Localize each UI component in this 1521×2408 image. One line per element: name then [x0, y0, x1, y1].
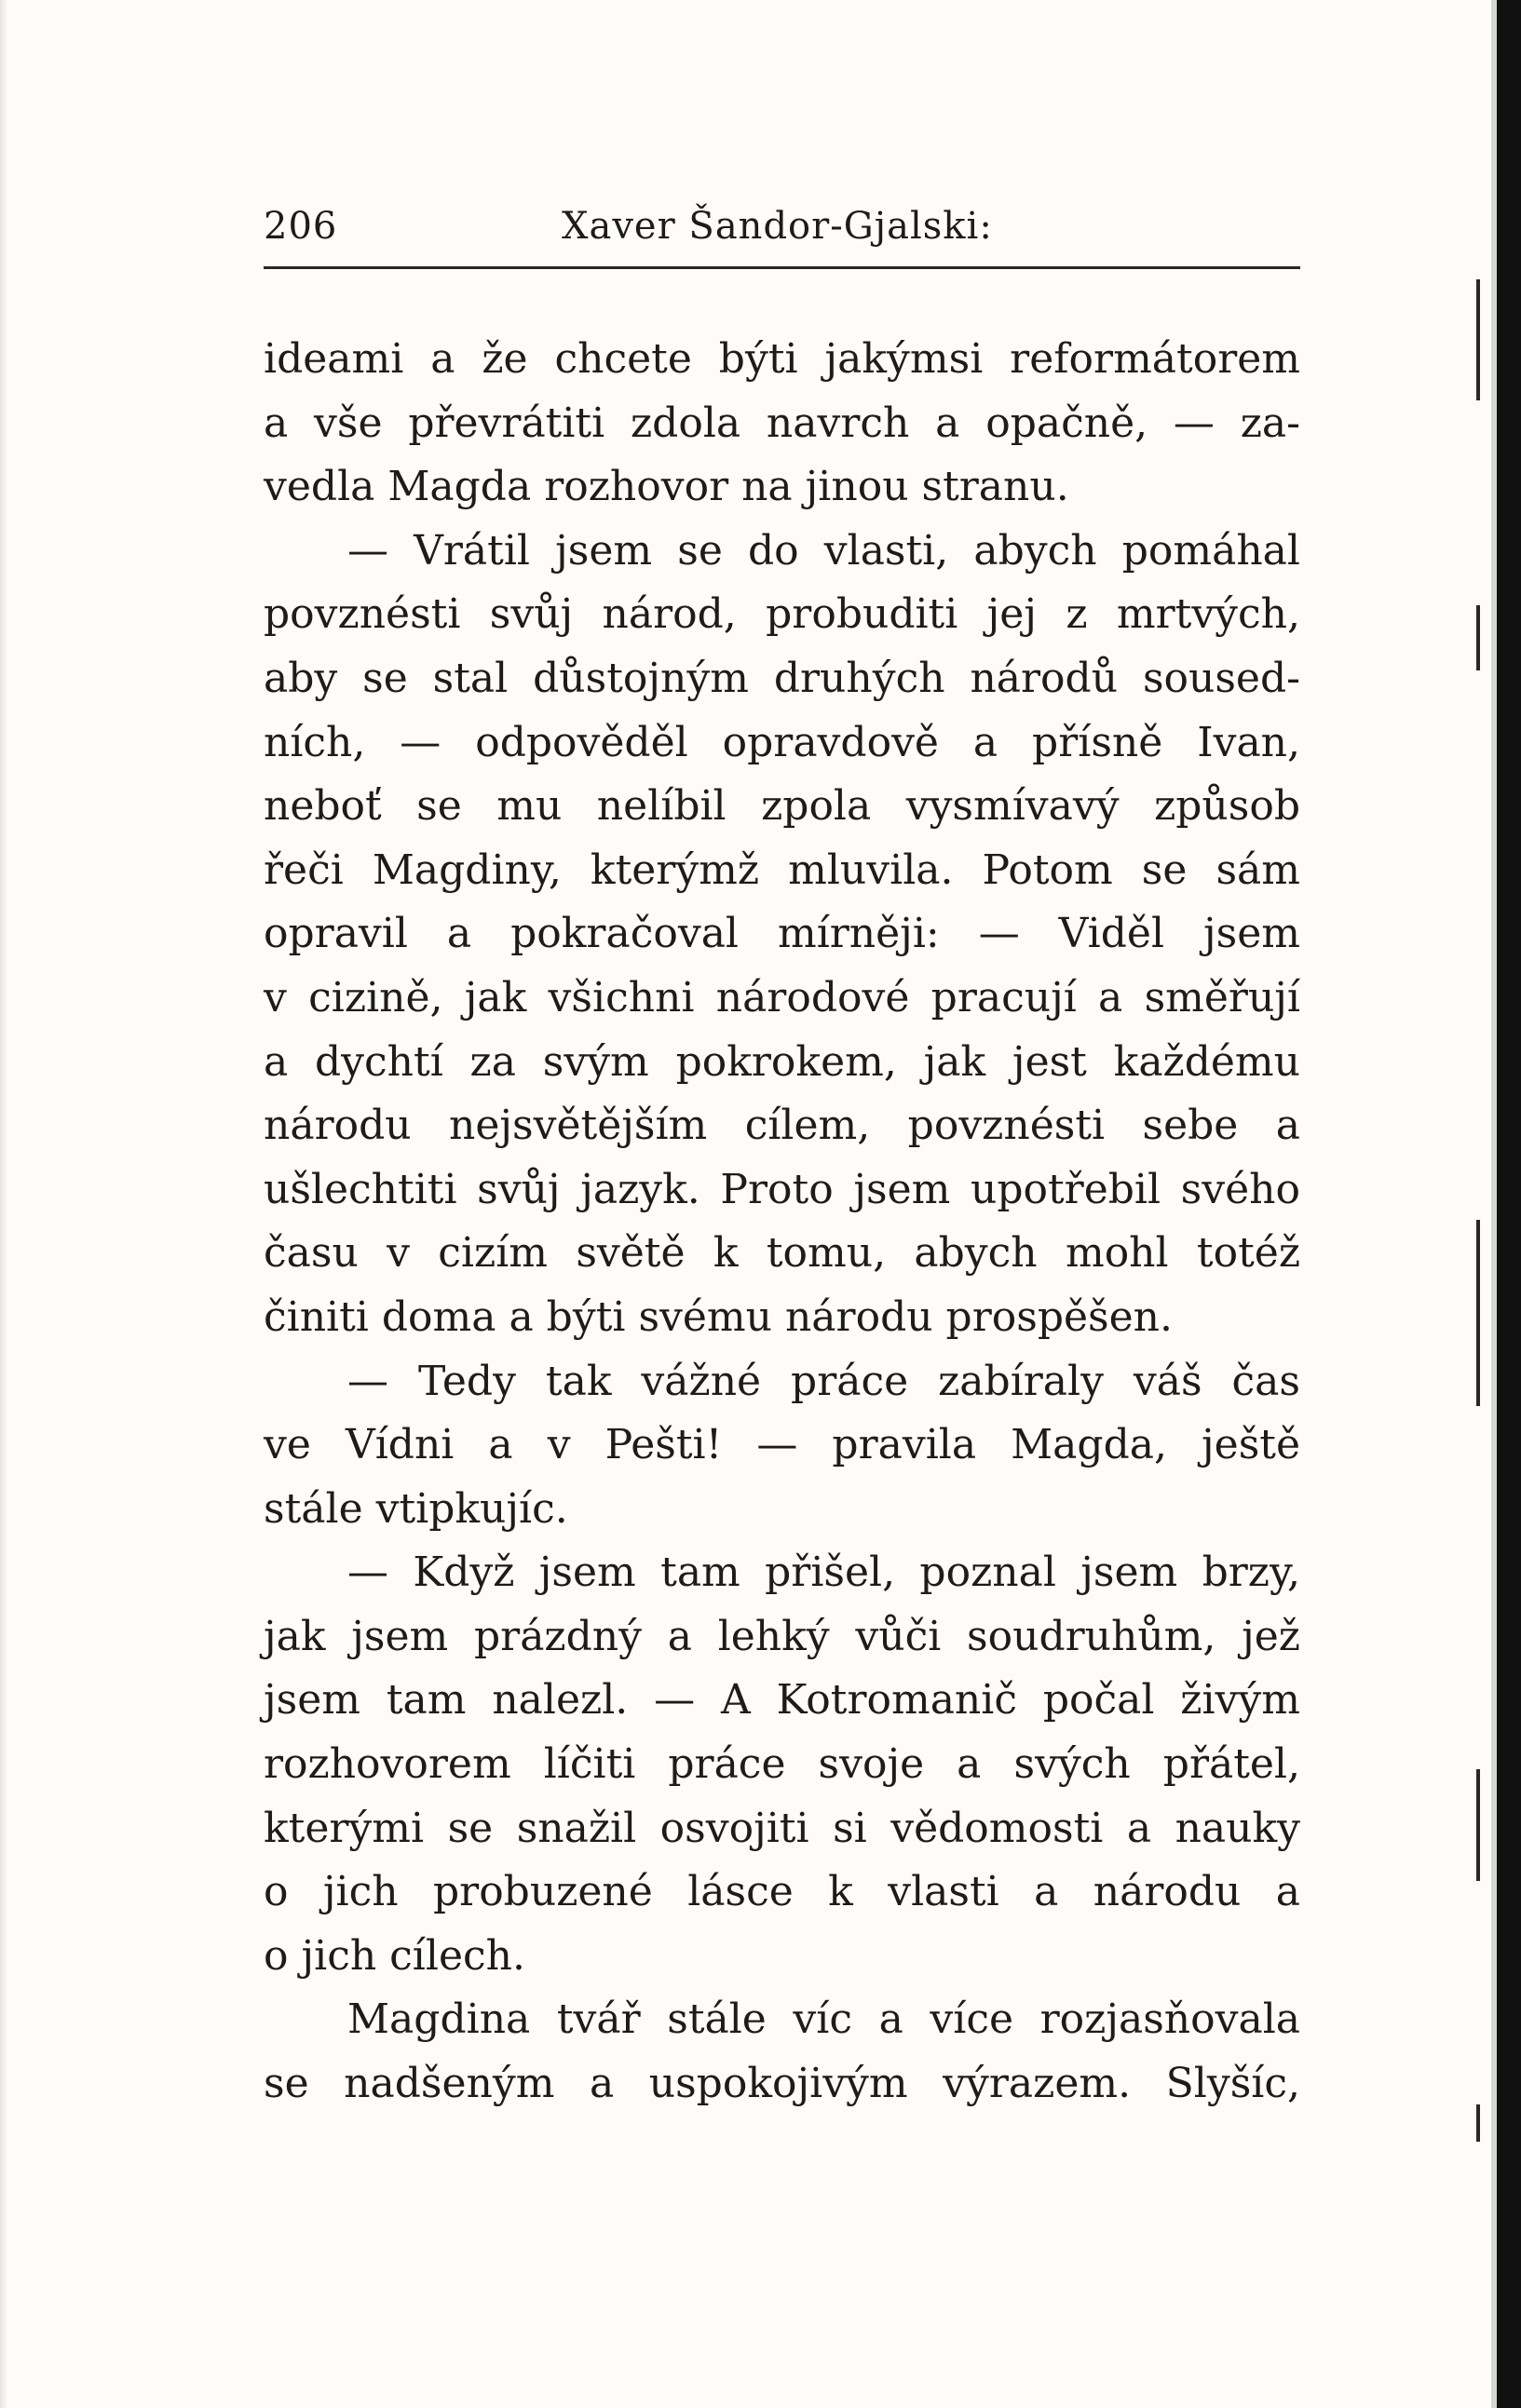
text-line: — Když jsem tam přišel, poznal jsem brzy, — [347, 1549, 1300, 1597]
text-line: — Tedy tak vážné práce zabíraly váš čas — [347, 1357, 1300, 1405]
text-line: ve Vídni a v Pešti! — pravila Magda, ještě — [264, 1421, 1300, 1469]
text-line: o jich cílech. — [264, 1931, 525, 1980]
text-line: rozhovorem líčiti práce svoje a svých přátel, — [264, 1740, 1300, 1789]
body-text — [264, 328, 1300, 2117]
text-line: jsem tam nalezl. — A Kotromanič počal živým — [264, 1676, 1300, 1725]
page-header — [264, 205, 1300, 261]
text-line: v cizině, jak všichni národové pracují a směřují — [264, 973, 1300, 1021]
text-line: neboť se mu nelíbil zpola vysmívavý způsob — [264, 782, 1300, 831]
text-line: a vše převrátiti zdola navrch a opačně, — za- — [264, 399, 1300, 447]
edge-mark — [1476, 1769, 1480, 1881]
edge-mark — [1476, 605, 1480, 670]
text-line: se nadšeným a uspokojivým výrazem. Slyšíc, — [264, 2060, 1300, 2108]
header-rule — [264, 266, 1300, 269]
text-line: řeči Magdiny, kterýmž mluvila. Potom se sám — [264, 846, 1300, 894]
text-line: ušlechtiti svůj jazyk. Proto jsem upotřebil svého — [264, 1165, 1300, 1213]
text-line: ideami a že chcete býti jakýmsi reformátorem — [264, 335, 1300, 383]
scan-edge-marks — [1465, 0, 1491, 2408]
edge-mark — [1476, 1220, 1480, 1406]
scan-edge — [1497, 0, 1521, 2408]
text-line: kterými se snažil osvojiti si vědomosti a nauky — [264, 1804, 1300, 1852]
text-line: ních, — odpověděl opravdově a přísně Ivan, — [264, 718, 1300, 766]
text-line: jak jsem prázdný a lehký vůči soudruhům, jež — [264, 1612, 1300, 1660]
text-line: činiti doma a býti svému národu prospěšen. — [264, 1292, 1173, 1341]
text-line: povznésti svůj národ, probuditi jej z mrtvých, — [264, 590, 1300, 639]
text-line: a dychtí za svým pokrokem, jak jest každému — [264, 1037, 1300, 1086]
text-line: o jich probuzené lásce k vlasti a národu a — [264, 1868, 1300, 1916]
text-line: stále vtipkujíc. — [264, 1484, 568, 1533]
text-line: času v cizím světě k tomu, abych mohl totéž — [264, 1229, 1300, 1278]
text-line: vedla Magda rozhovor na jinou stranu. — [264, 463, 1069, 511]
text-line: Magdina tvář stále víc a více rozjasňovala — [347, 1995, 1300, 2044]
edge-mark — [1476, 279, 1480, 400]
text-line: národu nejsvětějším cílem, povznésti sebe a — [264, 1102, 1300, 1150]
text-line: aby se stal důstojným druhých národů soused- — [264, 654, 1300, 702]
text-line: opravil a pokračoval mírněji: — Viděl jsem — [264, 910, 1300, 958]
text-line: — Vrátil jsem se do vlasti, abych pomáhal — [347, 526, 1300, 575]
running-title: Xaver Šandor-Gjalski: — [562, 205, 993, 248]
edge-mark — [1476, 2104, 1480, 2142]
page-number: 206 — [264, 205, 338, 248]
page-gutter-shadow — [0, 0, 7, 2408]
